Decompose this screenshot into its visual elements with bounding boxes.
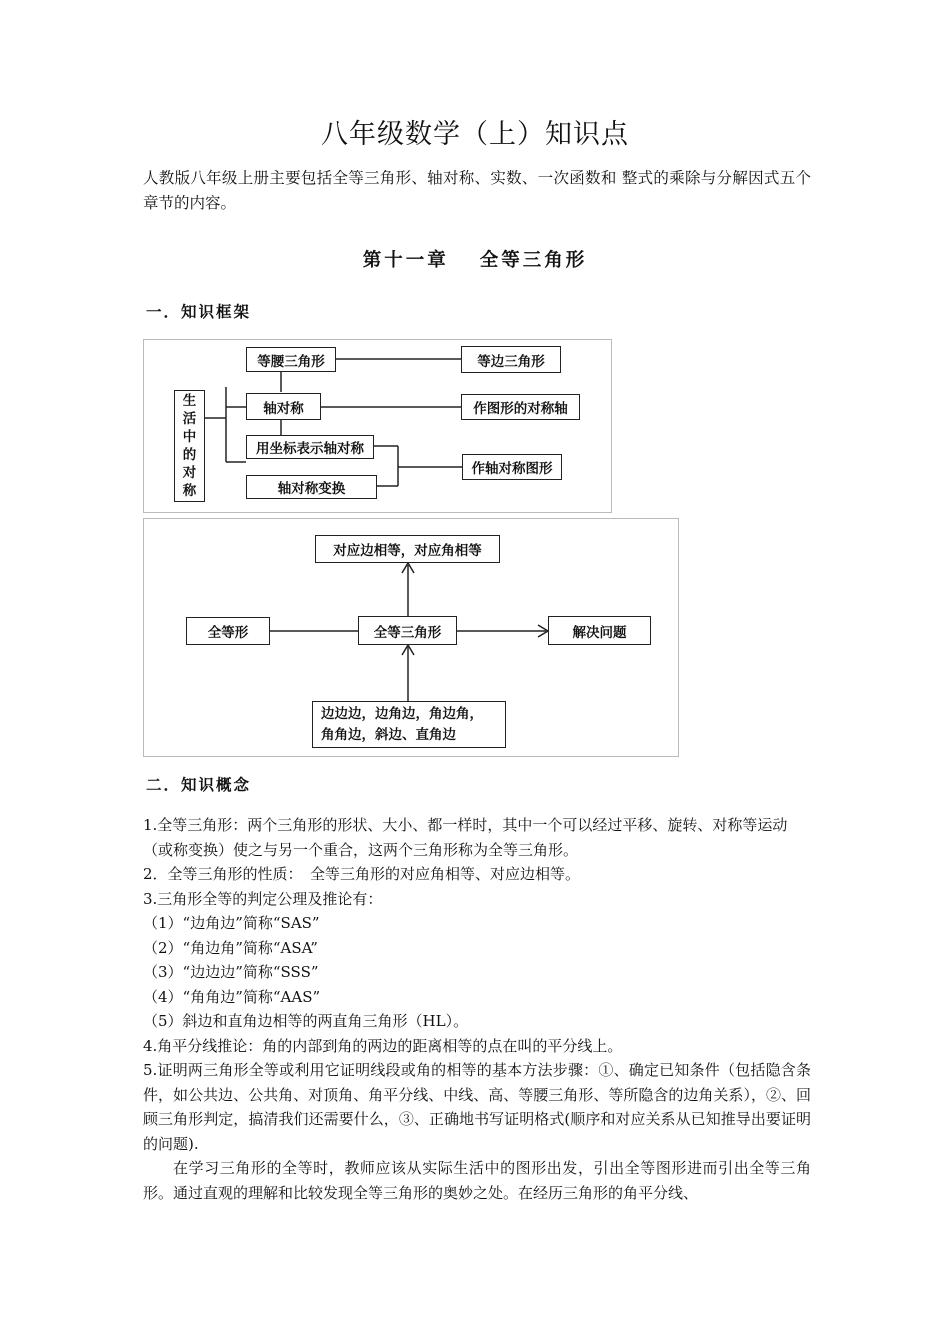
box-life-symmetry	[174, 390, 205, 502]
chapter-heading: 第十一章 全等三角形	[362, 250, 588, 271]
vertical-char: 中	[182, 429, 197, 445]
list-item: （1）“边角边”简称“SAS”	[143, 914, 320, 932]
paragraph: 在学习三角形的全等时，教师应该从实际生活中的图形出发，引出全等图形进而引出全等三角形。通过直观的理解和比较发现全等三角形的奥妙之处。在经历三角形的角平分线、	[143, 1159, 811, 1202]
criteria-line-1: 边边边，边角边，角边角，	[321, 705, 483, 722]
diagram-symmetry	[143, 339, 612, 513]
intro-paragraph: 人教版八年级上册主要包括全等三角形、轴对称、实数、一次函数和 整式的乘除与分解因式五个章节的内容。	[143, 169, 811, 212]
list-item: （4）“角角边”简称“AAS”	[143, 987, 321, 1006]
box-symmetry-transform: 轴对称变换	[246, 475, 377, 499]
vertical-char: 对	[182, 465, 197, 481]
section-heading-framework: 一．知识框架	[146, 302, 252, 321]
concepts-body	[143, 813, 811, 1205]
section-heading-concepts: 二．知识概念	[146, 775, 252, 794]
box-equilateral-triangle: 等边三角形	[461, 346, 561, 373]
box-congruent-figures: 全等形	[186, 617, 270, 645]
diagram-congruent	[143, 518, 679, 757]
box-axial-symmetry: 轴对称	[246, 393, 321, 420]
criteria-line-2: 角角边，斜边、直角边	[321, 726, 456, 743]
list-item: （2）“角边角”简称“ASA”	[143, 938, 318, 957]
box-isosceles-triangle: 等腰三角形	[246, 347, 336, 372]
vertical-char: 称	[182, 483, 197, 499]
list-item: （3）“边边边”简称“SSS”	[143, 963, 319, 981]
box-draw-axis: 作图形的对称轴	[461, 394, 580, 420]
box-solve-problems: 解决问题	[548, 616, 651, 645]
box-congruence-criteria	[312, 701, 506, 748]
list-item: （5）斜边和直角边相等的两直角三角形（HL）。	[143, 1012, 469, 1030]
box-draw-symmetric-figure: 作轴对称图形	[462, 454, 562, 480]
box-congruent-triangles: 全等三角形	[358, 616, 457, 645]
paragraph: 5.证明两三角形全等或利用它证明线段或角的相等的基本方法步骤：①、确定已知条件（包括隐含条件，如公共边、公共角、对顶角、角平分线、中线、高、等腰三角形、等所隐含的边角关系），②、回顾三角形判定，搞清我们还需要什么，③、正确地书写证明格式(顺序和对应关系从已知推导出要证明的问题).	[143, 1061, 811, 1153]
paragraph: 2．全等三角形的性质： 全等三角形的对应角相等、对应边相等。	[143, 865, 581, 883]
vertical-char: 生	[182, 393, 197, 409]
vertical-char: 活	[182, 411, 197, 427]
vertical-char: 的	[182, 447, 197, 463]
box-corresponding-equal: 对应边相等，对应角相等	[315, 535, 500, 563]
paragraph: 4.角平分线推论：角的内部到角的两边的距离相等的点在叫的平分线上。	[143, 1036, 623, 1055]
page-title: 八年级数学（上）知识点	[321, 119, 629, 150]
paragraph: 3.三角形全等的判定公理及推论有：	[143, 889, 383, 908]
box-coordinate-symmetry: 用坐标表示轴对称	[246, 435, 374, 459]
paragraph: 1.全等三角形：两个三角形的形状、大小、都一样时，其中一个可以经过平移、旋转、对称等运动（或称变换）使之与另一个重合，这两个三角形称为全等三角形。	[143, 816, 788, 859]
